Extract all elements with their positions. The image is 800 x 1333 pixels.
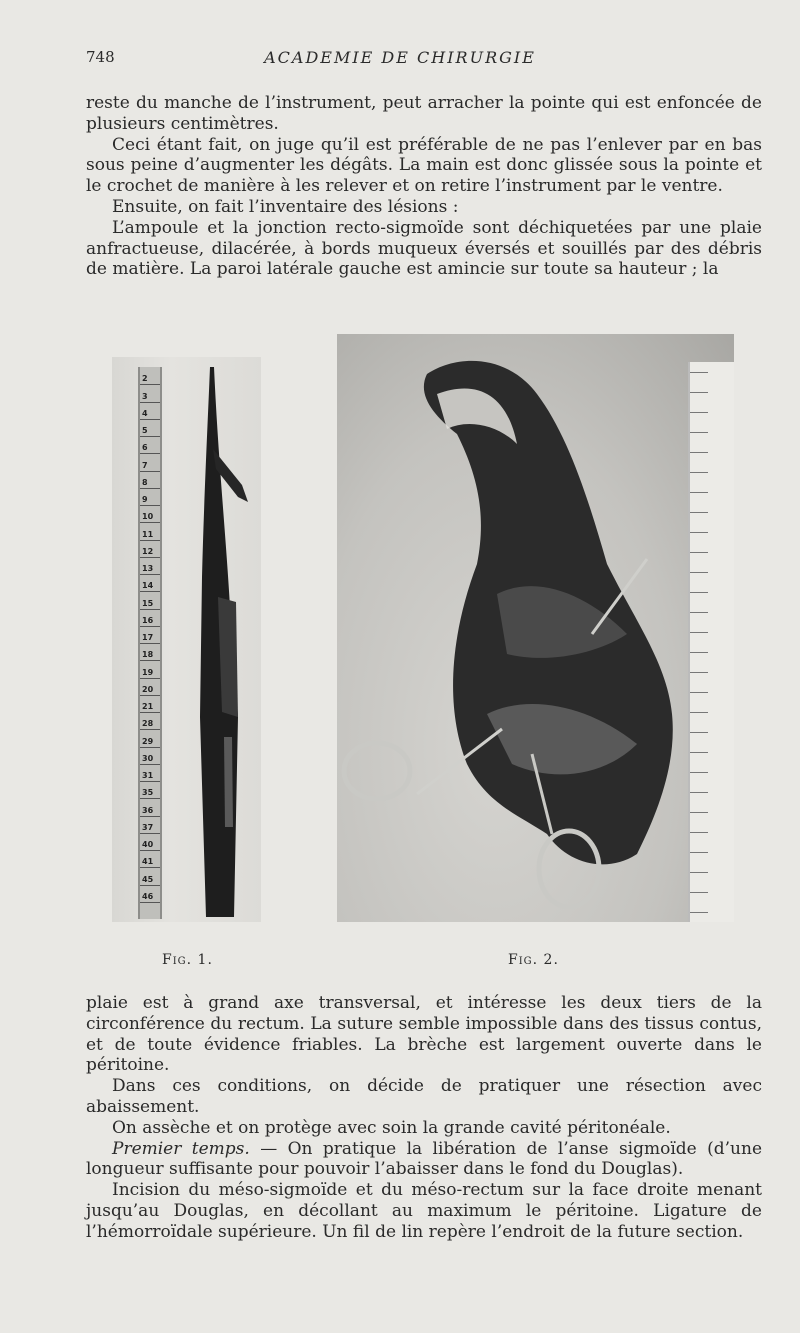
- ruler-number: 46: [142, 892, 154, 901]
- paragraph: Incision du méso-sigmoïde et du méso-rectum sur la face droite menant jusqu’au Douglas, en décollant au maximum le péritoine. Ligature de l’hémorroïdale supérieure. Un fil de lin repère l’endroit de la future section.: [86, 1180, 762, 1242]
- figure-1-photo: [112, 357, 261, 922]
- section-lead: Premier temps.: [112, 1138, 250, 1159]
- paragraph: On assèche et on protège avec soin la grande cavité péritonéale.: [112, 1117, 671, 1138]
- scale-tick: [690, 492, 708, 493]
- page-header: [86, 48, 714, 72]
- ruler-number: 37: [142, 823, 154, 832]
- scale-tick: [690, 532, 708, 533]
- scale-tick: [690, 792, 708, 793]
- ruler-number: 40: [142, 840, 154, 849]
- scale-tick: [690, 632, 708, 633]
- scale-tick: [690, 712, 708, 713]
- scale-tick: [690, 752, 708, 753]
- scale-tick: [690, 672, 708, 673]
- ruler-number: 45: [142, 875, 154, 884]
- scale-tick: [690, 472, 708, 473]
- paragraph: plaie est à grand axe transversal, et intéresse les deux tiers de la circonférence du rectum. La suture semble impossible dans des tissus contus, et de toute évidence friables. La brèche est largement ouverte dans le péritoine.: [86, 993, 762, 1076]
- scale-tick: [690, 812, 708, 813]
- ruler-number: 5: [142, 426, 148, 435]
- ruler-number: 8: [142, 478, 148, 487]
- paragraph: Ensuite, on fait l’inventaire des lésions :: [112, 196, 459, 217]
- body-text-top: [86, 93, 762, 280]
- ruler-number: 21: [142, 702, 154, 711]
- ruler-number: 12: [142, 547, 154, 556]
- scale-tick: [690, 372, 708, 373]
- ruler-number: 2: [142, 374, 148, 383]
- scale-tick: [690, 892, 708, 893]
- scale-tick: [690, 612, 708, 613]
- running-title: ACADEMIE DE CHIRURGIE: [264, 48, 536, 67]
- ruler-number: 11: [142, 530, 154, 539]
- instrument-illustration: [112, 357, 261, 922]
- scale-tick: [690, 832, 708, 833]
- figure-2-photo: [337, 334, 734, 922]
- ruler-number: 31: [142, 771, 154, 780]
- scale-tick: [690, 512, 708, 513]
- scale-tick: [690, 552, 708, 553]
- ruler-number: 7: [142, 461, 148, 470]
- figure-1-caption: Fig. 1.: [162, 952, 213, 968]
- ruler-number: 16: [142, 616, 154, 625]
- ruler-number: 14: [142, 581, 154, 590]
- ruler-number: 9: [142, 495, 148, 504]
- paragraph: Ceci étant fait, on juge qu’il est préférable de ne pas l’enlever par en bas sous peine d’augmenter les dégâts. La main est donc glissée sous la pointe et le crochet de manière à les relever et on retire l’instrument par le ventre.: [86, 134, 762, 197]
- specimen-illustration: [337, 334, 734, 922]
- figure-2-caption: Fig. 2.: [508, 952, 559, 968]
- scale-tick: [690, 652, 708, 653]
- paragraph: Dans ces conditions, on décide de pratiquer une résection avec abaissement.: [86, 1076, 762, 1117]
- scale-tick: [690, 392, 708, 393]
- ruler-number: 41: [142, 857, 154, 866]
- paragraph: reste du manche de l’instrument, peut arracher la pointe qui est enfoncée de plusieurs centimètres.: [86, 93, 762, 134]
- ruler-number: 17: [142, 633, 154, 642]
- ruler-number: 10: [142, 512, 154, 521]
- ruler-number: 4: [142, 409, 148, 418]
- ruler-number: 18: [142, 650, 154, 659]
- paragraph: [86, 1139, 762, 1181]
- scale-tick: [690, 732, 708, 733]
- ruler-number: 20: [142, 685, 154, 694]
- ruler-number: 13: [142, 564, 154, 573]
- ruler-number: 28: [142, 719, 154, 728]
- measuring-scale: [688, 362, 734, 922]
- scale-tick: [690, 852, 708, 853]
- ruler-number: 19: [142, 668, 154, 677]
- ruler-number: 35: [142, 788, 154, 797]
- page-number: 748: [86, 48, 115, 66]
- ruler-number: 15: [142, 599, 154, 608]
- body-text-bottom: [86, 993, 762, 1243]
- paragraph: L’ampoule et la jonction recto-sigmoïde sont déchiquetées par une plaie anfractueuse, dilacérée, à bords muqueux éversés et souillés par des débris de matière. La paroi latérale gauche est amincie sur toute sa hauteur ; la: [86, 217, 762, 280]
- scale-tick: [690, 432, 708, 433]
- scale-tick: [690, 592, 708, 593]
- ruler-number: 3: [142, 392, 148, 401]
- scale-tick: [690, 872, 708, 873]
- scale-tick: [690, 692, 708, 693]
- ruler-number: 30: [142, 754, 154, 763]
- ruler-number: 6: [142, 443, 148, 452]
- scale-tick: [690, 412, 708, 413]
- scale-tick: [690, 572, 708, 573]
- paragraph-text: — On pratique la libération de l’anse sigmoïde (d’une longueur suffisante pour pouvoir l’abaisser dans le fond du Douglas).: [86, 1138, 763, 1180]
- scale-tick: [690, 912, 708, 913]
- ruler-number: 36: [142, 806, 154, 815]
- scale-tick: [690, 452, 708, 453]
- ruler-number: 29: [142, 737, 154, 746]
- scale-tick: [690, 772, 708, 773]
